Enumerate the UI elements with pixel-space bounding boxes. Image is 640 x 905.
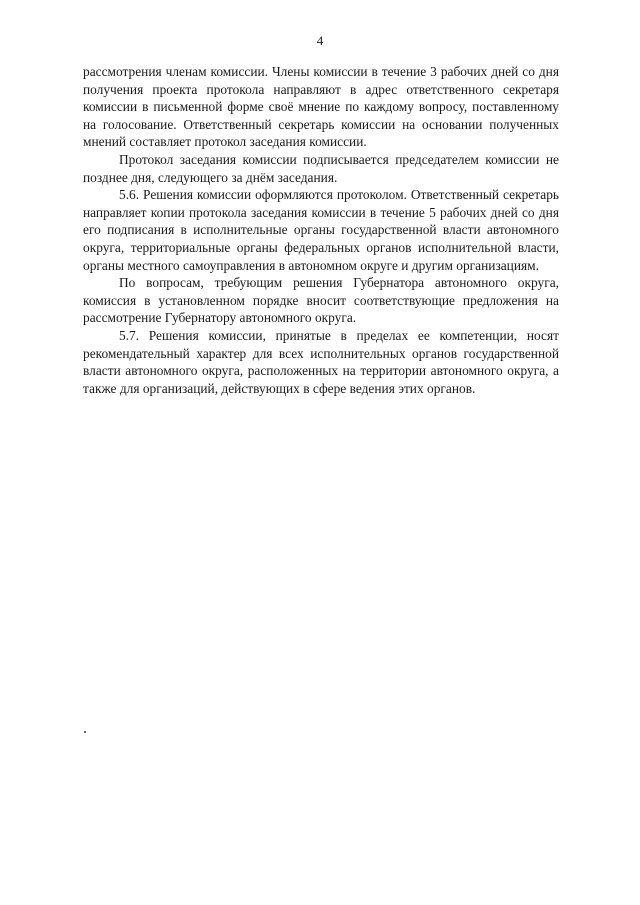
paragraph-governor-questions: По вопросам, требующим решения Губернатора автономного округа, комиссия в установленном порядке вносит соответствующие предложения на рассмотрение Губернатору автономного округа. bbox=[83, 275, 559, 326]
paragraph-protocol-signing: Протокол заседания комиссии подписывается председателем комиссии не позднее дня, следующего за днём заседания. bbox=[83, 151, 559, 185]
paragraph-section-5-6: 5.6. Решения комиссии оформляются протоколом. Ответственный секретарь направляет копии протокола заседания комиссии в течение 5 рабочих дней со дня его подписания в исполнительные органы государственной власти автономного округа, территориальные органы федеральных органов исполнительной власти, органы местного самоуправления в автономном округе и другим организациям. bbox=[83, 187, 559, 273]
document-body bbox=[83, 63, 559, 397]
paragraph-section-5-7: 5.7. Решения комиссии, принятые в пределах ее компетенции, носят рекомендательный характер для всех исполнительных органов государственной власти автономного округа, расположенных на территории автономного округа, а также для организаций, действующих в сфере ведения этих органов. bbox=[83, 327, 559, 396]
page-number: 4 bbox=[316, 33, 324, 48]
scan-speck bbox=[84, 731, 86, 733]
paragraph-continuation: рассмотрения членам комиссии. Члены комиссии в течение 3 рабочих дней со дня получения проекта протокола направляют в адрес ответственного секретаря комиссии в письменной форме своё мнение по каждому вопросу, поставленному на голосование. Ответственный секретарь комиссии на основании полученных мнений составляет протокол заседания комиссии. bbox=[83, 64, 559, 150]
